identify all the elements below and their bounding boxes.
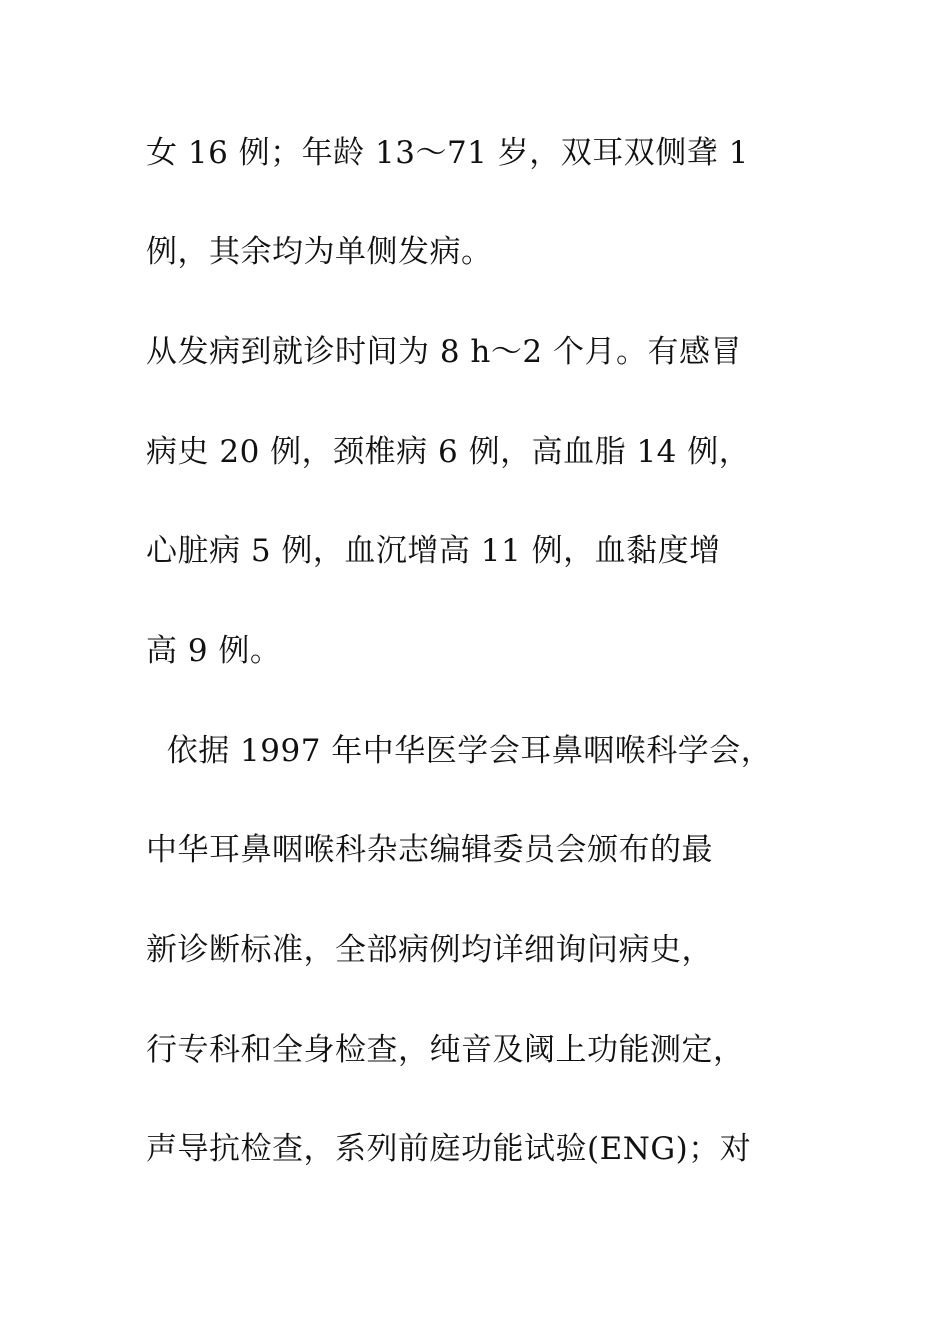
text-line-10: 行专科和全身检查，纯音及阈上功能测定， xyxy=(146,1032,745,1068)
text-line-7: 依据 1997 年中华医学会耳鼻咽喉科学会， xyxy=(146,733,773,769)
text-line-5: 心脏病 5 例，血沉增高 11 例，血黏度增 xyxy=(146,533,721,569)
text-line-4: 病史 20 例，颈椎病 6 例，高血脂 14 例， xyxy=(146,434,751,470)
text-line-3: 从发病到就诊时间为 8 h～2 个月。有感冒 xyxy=(146,334,742,370)
text-line-2: 例，其余均为单侧发病。 xyxy=(146,234,493,270)
text-line-1: 女 16 例；年龄 13～71 岁，双耳双侧聋 1 xyxy=(146,135,749,171)
text-line-9: 新诊断标准，全部病例均详细询问病史， xyxy=(146,932,713,968)
text-line-11: 声导抗检查，系列前庭功能试验(ENG)；对 xyxy=(146,1131,752,1167)
text-line-6: 高 9 例。 xyxy=(146,633,282,669)
text-line-8: 中华耳鼻咽喉科杂志编辑委员会颁布的最 xyxy=(146,832,713,868)
